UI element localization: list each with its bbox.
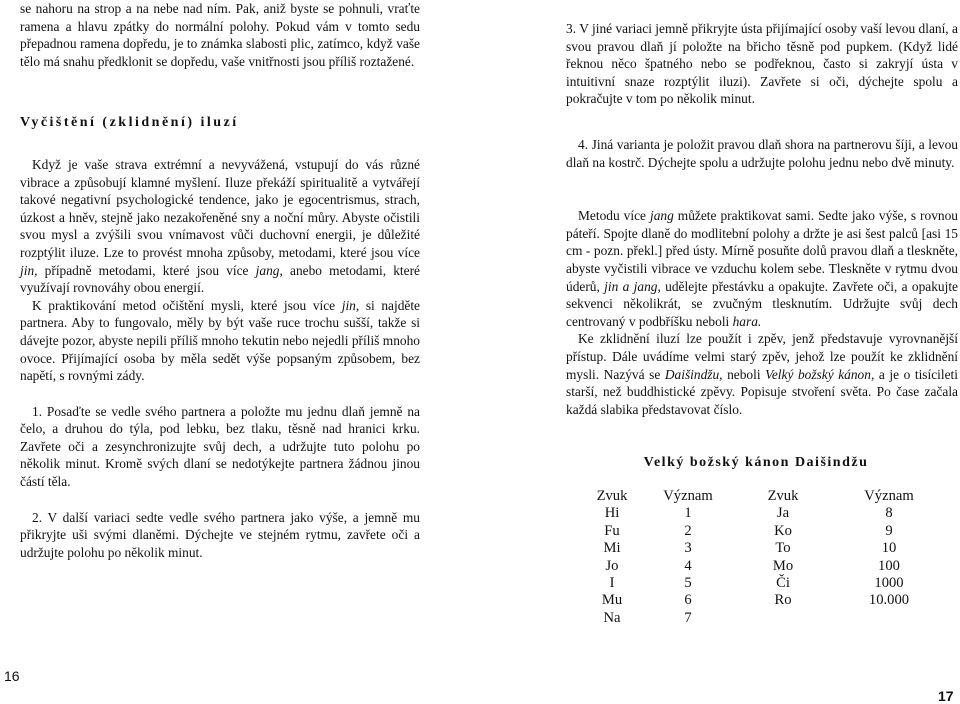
table-row <box>574 505 938 522</box>
table-cell: 8 <box>885 505 893 522</box>
table-cell: Ja <box>776 505 790 522</box>
table-cell: 100 <box>878 557 900 574</box>
step-3: 3. V jiné variaci jemně přikryjte ústa přijímající osoby vaší levou dlaní, a svou pravou dlaň jí položte na břicho těsně pod pupkem. (Když lidé řeknou něco špatného nebo se podřeknou, často si zakryjí ústa v intuitivní snaze rozptýlit iluzi). Zavřete si oči, dýchejte spolu a pokračujte v tom po několik minut. <box>566 21 958 107</box>
table-cell: 5 <box>684 574 692 591</box>
table-row <box>574 558 938 575</box>
table-header: Význam <box>663 487 713 504</box>
table-cell: Mo <box>772 557 794 574</box>
table-cell: 10 <box>881 540 897 557</box>
table-cell: Ro <box>774 592 792 609</box>
table-cell: To <box>775 540 791 557</box>
table-row <box>574 575 938 592</box>
table-cell: Hi <box>604 505 620 522</box>
section-heading: Vyčištění (zklidnění) iluzí <box>20 115 239 131</box>
table-cell: 4 <box>684 557 692 574</box>
table-cell: 10.000 <box>868 592 910 609</box>
paragraph-partner: K praktikování metod očištění mysli, které jsou více jin, si najděte partnera. Aby to fungovalo, měly by být vaše ruce trochu sušší, takže si dávejte pozor, abyste nepili příliš mnoho tekutin nebo nejedli příliš mnoho ovoce. Přijímající osoba by měla sedět výše popsaným způsobem, bez napětí, s rovnými zády. <box>20 297 421 384</box>
step-1: 1. Posaďte se vedle svého partnera a položte mu jednu dlaň jemně na čelo, a druhou do týla, pod lebku, bez tlaku, těsně nad hranici krku. Zavřete oči a zesynchronizujte svůj dech, a udržujte tuto polohu po několik minut. Kromě svých dlaní se nedotýkejte partnera žádnou jinou částí těla. <box>20 403 420 490</box>
table-row <box>574 592 938 609</box>
table-cell: Fu <box>604 522 620 539</box>
table-cell: Ko <box>774 522 792 539</box>
table-cell: 1000 <box>874 574 904 591</box>
table-cell: 6 <box>684 592 692 609</box>
left-column <box>20 0 420 561</box>
page-number-left: 16 <box>4 668 20 684</box>
right-column <box>566 20 958 627</box>
table-cell: Mu <box>601 592 623 609</box>
table-cell: Jo <box>605 557 619 574</box>
table-header: Zvuk <box>767 487 799 504</box>
step-4: 4. Jiná varianta je položit pravou dlaň shora na partnerovu šíji, a levou dlaň na kostrč. Dýchejte spolu a udržujte polohu jednu nebo dvě minuty. <box>566 136 958 170</box>
step-2: 2. V další variaci sedte vedle svého partnera jako výše, a jemně mu přikryjte uši svými dlaněmi. Dýchejte ve stejném rytmu, zavřete oči a udržujte polohu po několik minut. <box>20 509 420 560</box>
table-cell: 1 <box>684 505 692 522</box>
table-cell: 7 <box>684 609 692 626</box>
kanon-table <box>574 488 938 627</box>
table-cell <box>726 610 840 627</box>
table-header: Význam <box>864 487 914 504</box>
table-cell: I <box>609 574 615 591</box>
table-cell: Či <box>776 574 790 591</box>
table-cell <box>840 610 938 627</box>
table-title: Velký božský kánon Daišindžu <box>643 455 869 471</box>
table-cell: Mi <box>603 540 621 557</box>
table-header: Zvuk <box>596 487 628 504</box>
page-number-right: 17 <box>938 688 954 704</box>
paragraph-jang-method: Metodu více jang můžete praktikovat sami. Sedte jako výše, s rovnou páteří. Spojte dlaně do modlitební polohy a držte je asi šest palců [asi 15 cm - pozn. překl.] před ústy. Mírně posuňte dolů pravou dlaň a tleskněte, abyste vyčistili vibrace ve vzduchu kolem sebe. Tleskněte v rytmu dvou úderů, jin a jang, udělejte přestávku a opakujte. Zavřete oči, a opakujte sekvenci několikrát, se zvučným tlesknutím. Udržujte svůj dech centrovaný v podbříšku neboli hara. <box>566 208 958 329</box>
table-row <box>574 523 938 540</box>
paragraph-iluze: Když je vaše strava extrémní a nevyvážená, vstupují do vás různé vibrace a způsobují klamné myšlení. Iluze překáží spiritualitě a vytvářejí takové negativní psychologické tendence, jako je egocentrismus, strach, úzkost a hněv, stejně jako nezakořeněné sny a noční můry. Abyste očistili svou mysl a zvýšili svou vnímavost vůči duchovní energii, je důležité rozptýlit iluze. Lze to provést mnoha způsoby, metodami, které jsou více jin, případně metodami, které jsou více jang, anebo metodami, které využívají rovnováhy obou energií. <box>20 156 420 296</box>
table-cell: Na <box>603 609 621 626</box>
intro-paragraph: se nahoru na strop a na nebe nad ním. Pak, aniž byste se pohnuli, vraťte ramena a hlavu zpátky do normální polohy. Pokud vám v tomto sedu přepadnou ramena dopředu, je to známka slabosti plic, zatímco, když vaše tělo má snahu předklonit se dopředu, vaše vnitřnosti jsou příliš roztažené. <box>20 1 420 69</box>
table-cell: 3 <box>684 540 692 557</box>
table-cell: 9 <box>885 522 893 539</box>
table-row <box>574 610 938 627</box>
table-header-row <box>574 488 938 505</box>
table-row <box>574 540 938 557</box>
table-cell: 2 <box>684 522 692 539</box>
paragraph-chant: Ke zklidnění iluzí lze použít i zpěv, jenž představuje vyrovnanější přístup. Dále uvádíme velmi starý zpěv, jehož lze použít ke zklidnění mysli. Nazývá se Daišindžu, neboli Velký božský kánon, a je o tisícileti starší, než buddhistické zpěvy. Popisuje stvoření světa. Po čase začala každá slabika představovat číslo. <box>566 331 958 417</box>
